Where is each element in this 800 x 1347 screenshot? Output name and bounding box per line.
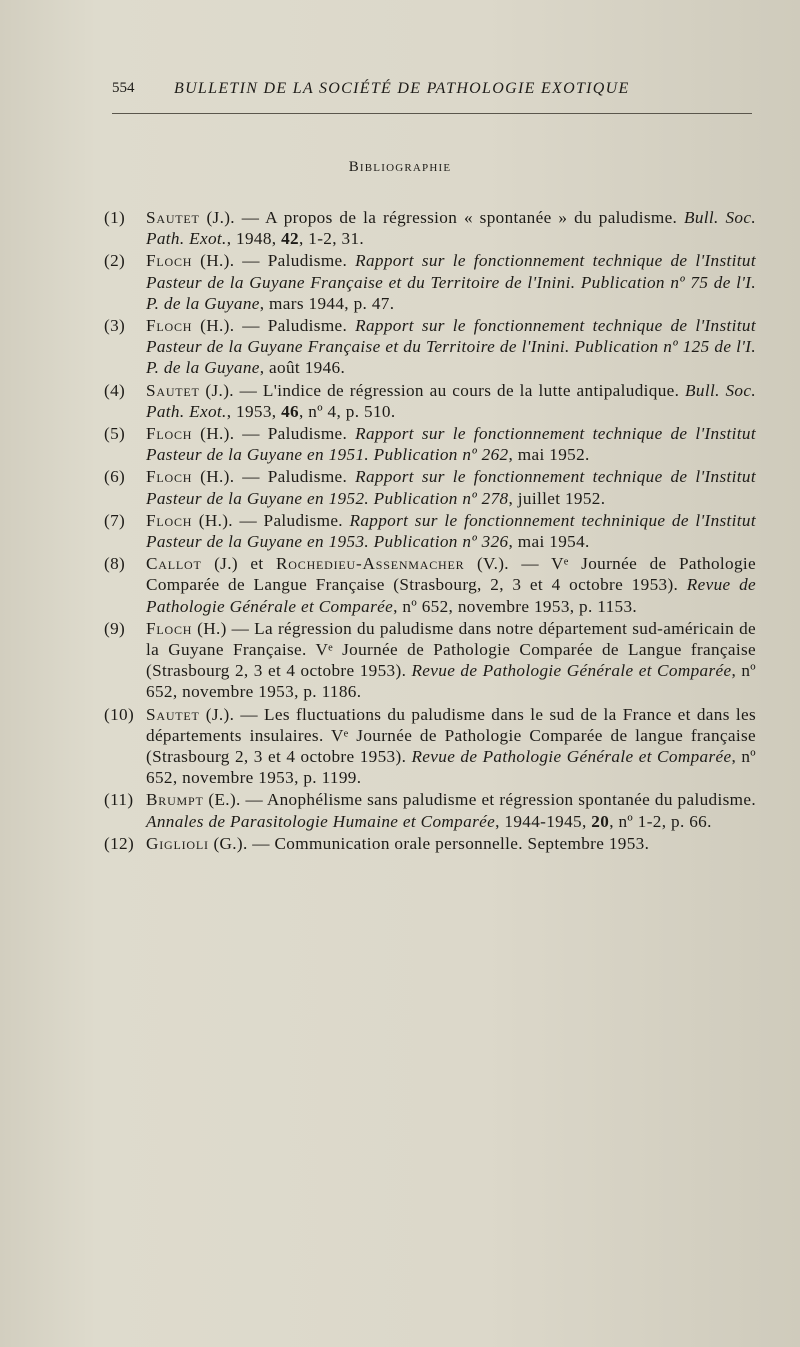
reference-number: (5) [104,424,126,444]
reference-publication: Revue de Pathologie Générale et Comparée [146,575,756,616]
reference-entry [100,423,756,465]
reference-author: Floch [146,510,193,530]
reference-number: (3) [104,316,126,336]
reference-details: , 1944-1945, [495,811,592,831]
reference-number: (6) [104,467,126,487]
reference-publication: Annales de Parasitologie Humaine et Comparée [146,811,496,831]
reference-author: Sautet [146,380,200,400]
reference-volume: 20 [591,811,610,831]
reference-entry [100,510,756,552]
reference-number: (4) [104,380,126,400]
reference-entry [100,833,756,854]
reference-initials: (H.) — La régression du paludisme dans notre département sud-américain de la Guyane Française. Vᵉ Journée de Pathologie Comparée de Langue française (Strasbourg 2, 3 et 4 octobre 1953). [146,618,756,681]
reference-initials: (J.). — L'indice de régression au cours de la lutte antipaludique. [199,380,686,400]
reference-initials: (J.). — A propos de la régression « spontanée » du paludisme. [199,208,684,227]
reference-number: (7) [104,510,126,530]
reference-entry [100,380,756,422]
reference-number: (10) [104,704,135,724]
journal-title: BULLETIN DE LA SOCIÉTÉ DE PATHOLOGIE EXOTIQUE [174,80,630,97]
reference-details: , 1953, [226,401,282,421]
reference-publication: Rapport sur le fonctionnement technique de l'Institut Pasteur de la Guyane en 1952. Publication nº 278 [146,467,756,508]
reference-details: , nº 652, novembre 1953, p. 1186. [146,661,756,702]
reference-entry [100,618,756,703]
reference-publication: Rapport sur le fonctionnement technique de l'Institut Pasteur de la Guyane en 1951. Publication nº 262 [146,424,756,465]
reference-pages: , nº 1-2, p. 66. [609,811,712,831]
reference-number: (11) [104,790,134,810]
reference-details: , août 1946. [259,358,346,378]
reference-pages: , 1-2, 31. [298,229,365,249]
reference-entry [100,315,756,379]
reference-details: , mai 1952. [508,445,590,465]
reference-initials: (G.). — Communication orale personnelle. Septembre 1953. [208,833,650,853]
reference-author: Rochedieu-Assenmacher [276,554,465,574]
reference-publication: Revue de Pathologie Générale et Comparée [411,747,732,767]
reference-entry [100,789,756,831]
reference-details: , mai 1954. [508,532,590,552]
reference-number: (8) [104,554,126,574]
reference-details: , juillet 1952. [508,488,606,508]
reference-number: (12) [104,833,135,853]
reference-publication: Revue de Pathologie Générale et Comparée [411,661,732,681]
reference-author: Sautet [146,208,200,227]
reference-author: Floch [146,316,193,336]
reference-entry [100,704,756,789]
reference-number: (9) [104,618,126,638]
reference-number: (2) [104,251,126,271]
reference-author: Floch [146,424,193,444]
header-rule [112,113,752,114]
reference-number: (1) [104,208,126,227]
reference-details: , 1948, [226,229,282,249]
reference-volume: 46 [281,401,299,421]
page-number: 554 [112,80,135,96]
reference-author: Floch [146,251,193,271]
reference-author: Brumpt [146,790,204,810]
reference-details: , nº 652, novembre 1953, p. 1199. [146,747,756,788]
reference-author: Floch [146,467,193,487]
reference-initials: (H.). — Paludisme. [192,251,356,271]
reference-publication: Rapport sur le fonctionnement techninique de l'Institut Pasteur de la Guyane en 1953. Publication nº 326 [146,510,756,552]
reference-initials: (J.) et [201,554,277,574]
reference-publication: Rapport sur le fonctionnement technique de l'Institut Pasteur de la Guyane Française et du Territoire de l'Inini. Publication nº 125 de l'I. P. de la Guyane [146,316,756,378]
reference-details: , nº 652, novembre 1953, p. 1153. [393,596,638,616]
reference-publication: Rapport sur le fonctionnement technique de l'Institut Pasteur de la Guyane Française et du Territoire de l'Inini. Publication nº 75 de l'I. P. de la Guyane [146,251,756,313]
reference-pages: , nº 4, p. 510. [298,401,396,421]
reference-initials: (H.). — Paludisme. [192,467,356,487]
reference-entry [100,207,756,249]
reference-initials: (H.). — Paludisme. [192,424,356,444]
section-title: Bibliographie [348,159,452,175]
reference-volume: 42 [281,229,299,249]
reference-initials: (E.). — Anophélisme sans paludisme et régression spontanée du paludisme. [203,790,756,810]
reference-author: Giglioli [146,833,209,853]
reference-author: Sautet [146,704,200,724]
reference-author: Callot [146,554,202,574]
reference-entry [100,466,756,508]
reference-publication: Bull. Soc. Path. Exot. [146,208,756,249]
reference-initials: (V.). — Vᵉ Journée de Pathologie Comparée de Langue Française (Strasbourg, 2, 3 et 4 octobre 1953). [146,554,756,595]
reference-list [100,207,756,855]
reference-initials: (H.). — Paludisme. [192,316,356,336]
reference-entry [100,250,756,314]
reference-entry [100,553,756,617]
running-header [112,76,752,106]
reference-author: Floch [146,618,193,638]
reference-initials: (J.). — Les fluctuations du paludisme dans le sud de la France et dans les départements insulaires. Vᵉ Journée de Pathologie Comparée de langue française (Strasbourg 2, 3 et 4 octobre 1953). [146,704,756,767]
reference-details: , mars 1944, p. 47. [259,293,395,313]
reference-publication: Bull. Soc. Path. Exot. [146,380,756,421]
reference-initials: (H.). — Paludisme. [192,510,350,530]
